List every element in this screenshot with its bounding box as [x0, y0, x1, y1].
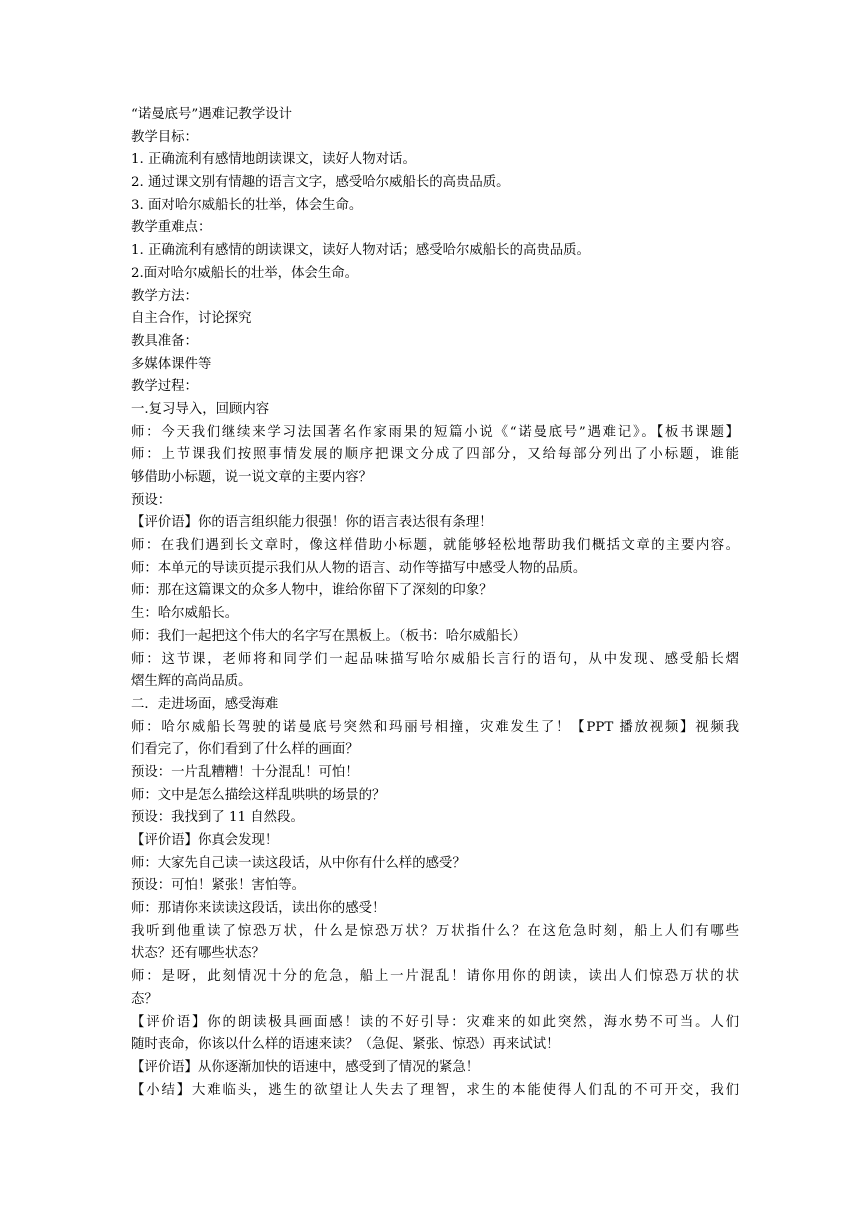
body-line: 【评价语】你的朗读极具画面感！读的不好引导：灾难来的如此突然，海水势不可当。人们	[131, 1014, 739, 1030]
body-line: 师：那请你来读读这段话，读出你的感受！	[131, 901, 386, 917]
section-heading-key-points: 教学重难点：	[131, 220, 212, 236]
key-point-2: 2.面对哈尔威船长的壮举，体会生命。	[131, 265, 359, 281]
section-heading-process: 教学过程：	[131, 379, 198, 395]
document-page	[131, 104, 739, 1102]
body-line: 我听到他重读了惊恐万状，什么是惊恐万状？万状指什么？在这危急时刻，船上人们有哪些	[131, 923, 739, 939]
body-line: 师：在我们遇到长文章时，像这样借助小标题，就能够轻松地帮助我们概括文章的主要内容。	[131, 538, 739, 554]
section-heading-methods: 教学方法：	[131, 288, 198, 304]
goal-item-2: 2. 通过课文别有情趣的语言文字，感受哈尔威船长的高贵品质。	[131, 175, 510, 191]
body-line: 预设：可怕！紧张！害怕等。	[131, 878, 306, 894]
body-line: 态？	[131, 991, 158, 1007]
body-line: 师：上节课我们按照事情发展的顺序把课文分成了四部分，又给每部分列出了小标题，谁能	[131, 447, 739, 463]
body-line: 生：哈尔威船长。	[131, 606, 239, 622]
body-line: 够借助小标题，说一说文章的主要内容？	[131, 470, 373, 485]
methods-text: 自主合作，讨论探究	[131, 311, 252, 327]
body-line: 师：是呀，此刻情况十分的危急，船上一片混乱！请你用你的朗读，读出人们惊恐万状的状	[131, 969, 739, 985]
goal-item-1: 1. 正确流利有感情地朗读课文，读好人物对话。	[131, 152, 416, 168]
body-line: 预设：我找到了 11 自然段。	[131, 810, 304, 826]
body-line: 师：我们一起把这个伟大的名字写在黑板上。（板书：哈尔威船长）	[131, 628, 527, 644]
body-line: 师：那在这篇课文的众多人物中，谁给你留下了深刻的印象？	[131, 583, 493, 599]
body-line: 预设：	[131, 492, 172, 508]
section-heading-goals: 教学目标：	[131, 129, 198, 145]
body-line: 熠生辉的高尚品质。	[131, 674, 252, 690]
doc-title: “诺曼底号”遇难记教学设计	[131, 107, 292, 122]
body-line: 【评价语】你真会发现！	[131, 833, 279, 848]
body-line: 状态？还有哪些状态？	[131, 946, 265, 962]
body-line: 【评价语】你的语言组织能力很强！你的语言表达很有条理！	[131, 515, 493, 531]
body-line: 师：今天我们继续来学习法国著名作家雨果的短篇小说《“诺曼底号”遇难记》。【板书课题】	[131, 424, 739, 440]
body-line: 师：大家先自己读一读这段话，从中你有什么样的感受？	[131, 855, 466, 871]
body-line: 们看完了，你们看到了什么样的画面？	[131, 742, 359, 758]
body-line: 师：哈尔威船长驾驶的诺曼底号突然和玛丽号相撞，灾难发生了！【PPT 播放视频】视频我	[131, 719, 739, 735]
body-line: 师：本单元的导读页提示我们从人物的语言、动作等描写中感受人物的品质。	[131, 560, 587, 576]
body-line: 随时丧命，你该以什么样的语速来读？（急促、紧张、惊恐）再来试试！	[131, 1037, 560, 1053]
process-part-1-heading: 一.复习导入，回顾内容	[131, 401, 270, 417]
body-line: 师：这节课，老师将和同学们一起品味描写哈尔威船长言行的语句，从中发现、感受船长熠	[131, 651, 739, 667]
process-part-2-heading: 二．走进场面，感受海难	[131, 696, 279, 712]
body-line: 【评价语】从你逐渐加快的语速中，感受到了情况的紧急！	[131, 1059, 480, 1075]
body-line: 预设：一片乱糟糟！十分混乱！可怕！	[131, 764, 359, 780]
body-line: 【小结】大难临头，逃生的欲望让人失去了理智，求生的本能使得人们乱的不可开交，我们	[131, 1082, 739, 1098]
tools-text: 多媒体课件等	[131, 356, 212, 372]
body-line: 师：文中是怎么描绘这样乱哄哄的场景的？	[131, 787, 386, 803]
key-point-1: 1. 正确流利有感情的朗读课文，读好人物对话；感受哈尔威船长的高贵品质。	[131, 243, 590, 259]
goal-item-3: 3. 面对哈尔威船长的壮举，体会生命。	[131, 197, 363, 213]
section-heading-tools: 教具准备：	[131, 333, 198, 349]
